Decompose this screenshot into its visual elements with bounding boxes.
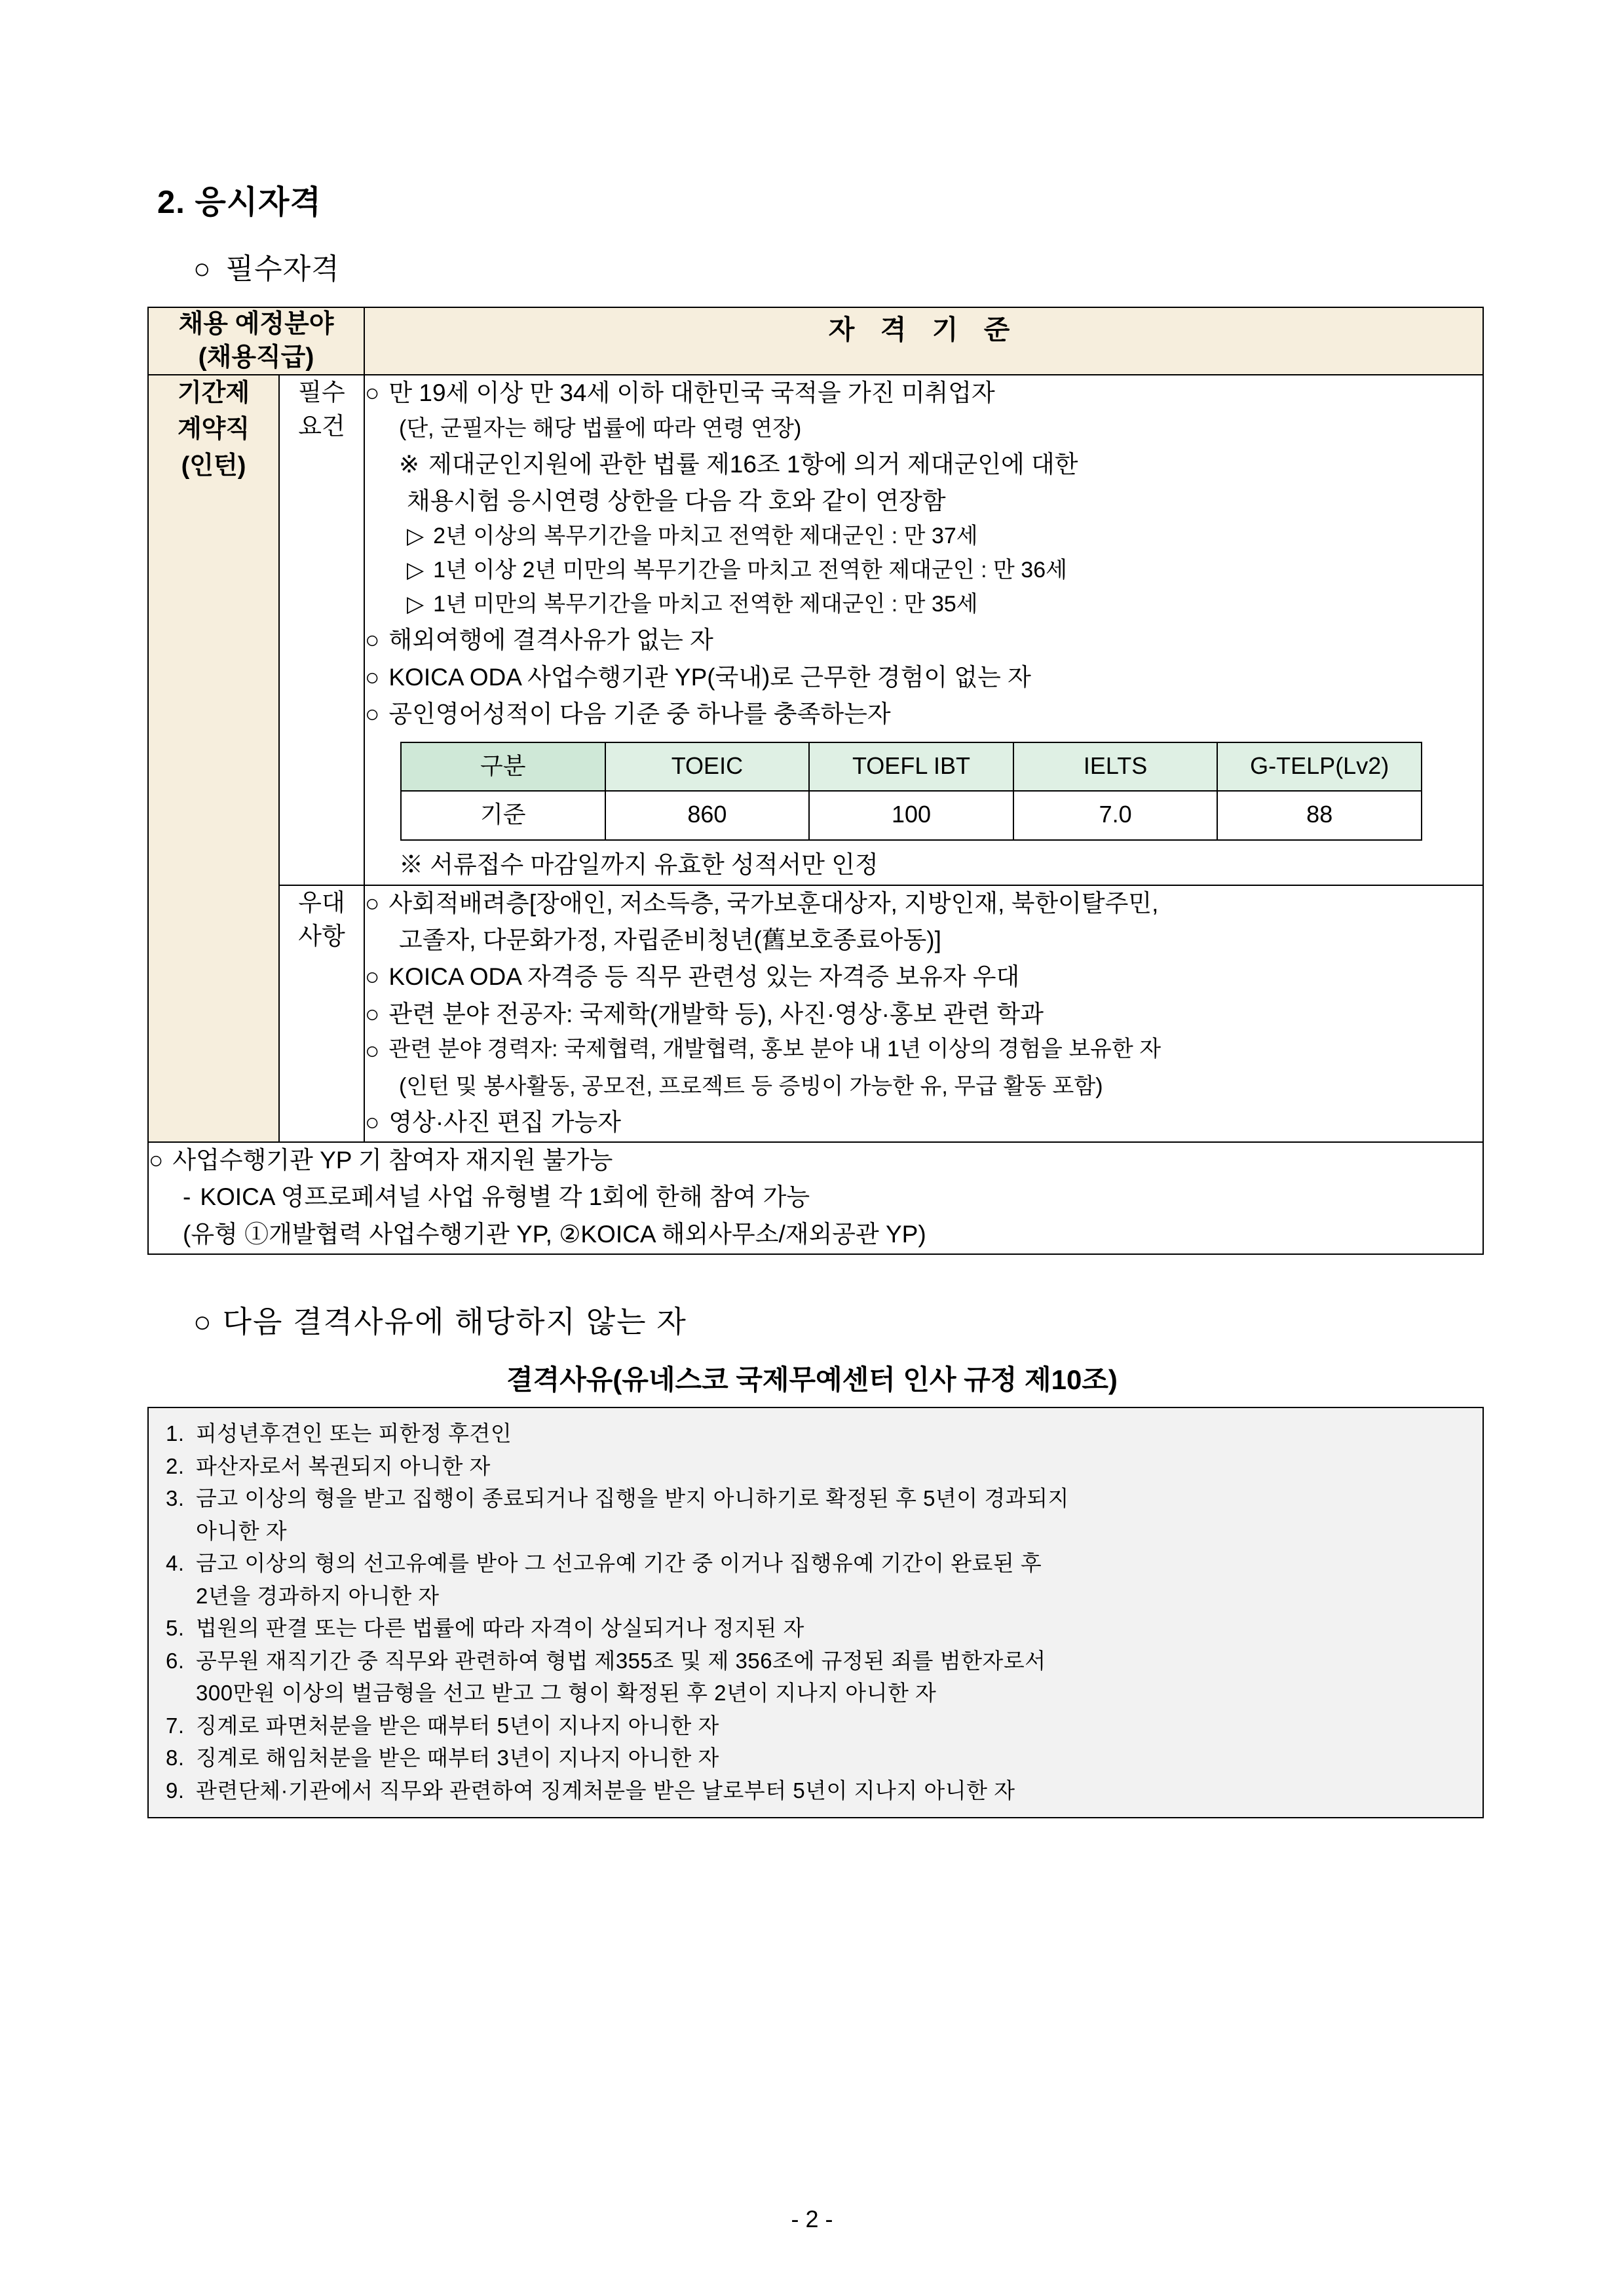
bullet-disqualification xyxy=(193,1298,1483,1341)
header-criteria: 자 격 기 준 xyxy=(364,307,1483,375)
list-item xyxy=(399,447,1482,482)
english-header-toefl: TOEFL IBT xyxy=(809,742,1013,792)
list-item xyxy=(166,1417,1468,1450)
bullet-disqualification-label: 다음 결격사유에 해당하지 않는 자 xyxy=(222,1305,687,1339)
list-item xyxy=(166,1645,1468,1677)
list-number: 3. xyxy=(166,1486,185,1511)
list-text: 공무원 재직기간 중 직무와 관련하여 형법 제355조 및 제 356조에 규정된 죄를 범한자로서 xyxy=(196,1648,1046,1673)
list-item xyxy=(183,1179,1482,1215)
header-recruit-field xyxy=(148,307,364,375)
list-item xyxy=(365,1033,1482,1069)
english-value-toefl: 100 xyxy=(809,791,1013,840)
cell-category-contract-intern xyxy=(148,375,279,1142)
list-item xyxy=(365,997,1482,1032)
list-item xyxy=(399,923,1482,958)
list-text: 사업수행기관 YP 기 참여자 재지원 불가능 xyxy=(172,1146,613,1174)
list-text: 고졸자, 다문화가정, 자립준비청년(舊보호종료아동)] xyxy=(399,927,941,954)
list-text: 관련 분야 경력자: 국제협력, 개발협력, 홍보 분야 내 1년 이상의 경험을 보유한 자 xyxy=(388,1037,1161,1062)
list-item xyxy=(365,886,1482,921)
list-text: 사회적배려층[장애인, 저소득층, 국가보훈대상자, 지방인재, 북한이탈주민, xyxy=(388,889,1159,917)
list-item xyxy=(365,622,1482,658)
list-item xyxy=(166,1612,1468,1645)
list-item xyxy=(407,588,1482,621)
english-score-note xyxy=(399,847,1482,883)
list-item xyxy=(399,1071,1482,1103)
list-text-continuation: 300만원 이상의 벌금형을 선고 받고 그 형이 확정된 후 2년이 지나지 아니한 자 xyxy=(196,1681,937,1706)
cell-footer-note xyxy=(148,1142,1483,1254)
disqualification-box xyxy=(147,1407,1484,1818)
list-text: KOICA 영프로페셔널 사업 유형별 각 1회에 한해 참여 가능 xyxy=(200,1183,810,1211)
list-item xyxy=(407,554,1482,587)
list-text: (단, 군필자는 해당 법률에 따라 연령 연장) xyxy=(399,415,802,441)
english-value-ielts: 7.0 xyxy=(1013,791,1218,840)
table-header-row xyxy=(148,307,1483,375)
table-row-preferred xyxy=(148,885,1483,1142)
header-recruit-field-line1: 채용 예정분야 xyxy=(178,310,334,338)
cell-required-content xyxy=(364,375,1483,885)
list-marker: ○ xyxy=(149,1146,164,1174)
category-line-3: (인턴) xyxy=(181,451,246,480)
list-text-continuation: 2년을 경과하지 아니한 자 xyxy=(196,1583,440,1608)
section-title: 2. 응시자격 xyxy=(157,185,322,220)
list-item xyxy=(365,959,1482,995)
page-number: - 2 - xyxy=(791,2206,833,2232)
cell-subcategory-required xyxy=(279,375,364,885)
english-header-division: 구분 xyxy=(401,742,605,792)
list-number: 8. xyxy=(166,1746,185,1770)
list-text: 징계로 해임처분을 받은 때부터 3년이 지나지 아니한 자 xyxy=(196,1746,719,1770)
cell-preferred-content xyxy=(364,885,1483,1142)
list-marker: ▷ xyxy=(407,524,425,549)
list-item xyxy=(166,1547,1468,1580)
list-number: 1. xyxy=(166,1421,185,1446)
list-item xyxy=(166,1742,1468,1774)
list-number: 9. xyxy=(166,1778,185,1803)
list-number: 2. xyxy=(166,1453,185,1478)
list-marker: ○ xyxy=(365,1000,380,1027)
list-marker: ○ xyxy=(365,379,380,407)
bullet-marker-icon: ○ xyxy=(193,253,212,285)
english-header-toeic: TOEIC xyxy=(605,742,810,792)
list-item xyxy=(166,1710,1468,1742)
list-text: 금고 이상의 형의 선고유예를 받아 그 선고유예 기간 중 이거나 집행유예 기간이 완료된 후 xyxy=(196,1551,1042,1576)
list-text: 해외여행에 결격사유가 없는 자 xyxy=(388,626,713,654)
category-line-2: 계약직 xyxy=(177,415,250,444)
list-item xyxy=(365,660,1482,695)
english-score-table xyxy=(400,742,1422,841)
list-text: 징계로 파면처분을 받은 때부터 5년이 지나지 아니한 자 xyxy=(196,1713,719,1738)
table-row-required xyxy=(148,375,1483,885)
subcategory-preferred-line1: 우대 xyxy=(298,889,345,916)
english-header-gtelp: G-TELP(Lv2) xyxy=(1217,742,1422,792)
list-item xyxy=(407,520,1482,553)
list-item xyxy=(365,697,1482,732)
category-line-1: 기간제 xyxy=(177,379,250,408)
english-score-note-text: ※ 서류접수 마감일까지 유효한 성적서만 인정 xyxy=(399,851,878,879)
list-marker: ○ xyxy=(365,663,380,691)
cell-subcategory-preferred xyxy=(279,885,364,1142)
list-marker: ○ xyxy=(365,626,380,654)
list-text: KOICA ODA 사업수행기관 YP(국내)로 근무한 경험이 없는 자 xyxy=(388,663,1031,691)
english-value-row xyxy=(401,791,1422,840)
list-text: 제대군인지원에 관한 법률 제16조 1항에 의거 제대군인에 대한 xyxy=(428,450,1078,478)
list-text: 금고 이상의 형을 받고 집행이 종료되거나 집행을 받지 아니하기로 확정된 후 5년이 경과되지 xyxy=(196,1486,1069,1511)
english-value-toeic: 860 xyxy=(605,791,810,840)
list-text: 파산자로서 복권되지 아니한 자 xyxy=(196,1453,491,1478)
list-marker: - xyxy=(183,1183,191,1211)
list-item xyxy=(399,413,1482,446)
subcategory-required-line2: 요건 xyxy=(298,413,345,440)
list-marker: ○ xyxy=(365,963,380,991)
list-text: 채용시험 응시연령 상한을 다음 각 호와 같이 연장함 xyxy=(407,488,946,515)
list-item xyxy=(365,375,1482,411)
list-text: 공인영어성적이 다음 기준 중 하나를 충족하는자 xyxy=(388,700,891,728)
header-recruit-field-line2: (채용직급) xyxy=(198,343,314,372)
subcategory-preferred-line2: 사항 xyxy=(298,923,345,950)
list-text: 관련 분야 전공자: 국제학(개발학 등), 사진·영상·홍보 관련 학과 xyxy=(388,1000,1044,1027)
list-number: 5. xyxy=(166,1616,185,1641)
list-number: 7. xyxy=(166,1713,185,1738)
list-item xyxy=(166,1450,1468,1483)
qualification-table xyxy=(147,307,1484,1255)
list-item xyxy=(166,1774,1468,1807)
english-header-ielts: IELTS xyxy=(1013,742,1218,792)
list-text: 2년 이상의 복무기간을 마치고 전역한 제대군인 : 만 37세 xyxy=(433,524,978,549)
list-text: 영상·사진 편집 가능자 xyxy=(388,1108,621,1136)
list-text: 1년 미만의 복무기간을 마치고 전역한 제대군인 : 만 35세 xyxy=(433,592,978,617)
english-row-label: 기준 xyxy=(401,791,605,840)
list-text: (유형 ①개발협력 사업수행기관 YP, ②KOICA 해외사무소/재외공관 YP) xyxy=(183,1220,926,1248)
list-number: 6. xyxy=(166,1648,185,1673)
list-text: (인턴 및 봉사활동, 공모전, 프로젝트 등 증빙이 가능한 유, 무급 활동 포함) xyxy=(399,1073,1103,1099)
list-text: 관련단체·기관에서 직무와 관련하여 징계처분을 받은 날로부터 5년이 지나지 아니한 자 xyxy=(196,1778,1015,1803)
list-text: 법원의 판결 또는 다른 법률에 따라 자격이 상실되거나 정지된 자 xyxy=(196,1616,804,1641)
list-marker: ○ xyxy=(365,700,380,728)
list-marker: ○ xyxy=(365,1108,380,1136)
disqualification-title: 결격사유(유네스코 국제무예센터 인사 규정 제10조) xyxy=(506,1364,1118,1396)
bullet-required-label: 필수자격 xyxy=(225,253,340,285)
list-number: 4. xyxy=(166,1551,185,1576)
list-marker: ○ xyxy=(365,889,380,917)
list-text: 피성년후견인 또는 피한정 후견인 xyxy=(196,1421,512,1446)
english-header-row xyxy=(401,742,1422,792)
list-marker: ○ xyxy=(365,1037,380,1065)
list-text: 1년 이상 2년 미만의 복무기간을 마치고 전역한 제대군인 : 만 36세 xyxy=(433,558,1067,583)
list-marker: ▷ xyxy=(407,592,425,617)
table-row-footer-note xyxy=(148,1142,1483,1254)
list-marker: ※ xyxy=(399,450,420,478)
list-marker: ▷ xyxy=(407,558,425,583)
list-text-continuation: 아니한 자 xyxy=(196,1518,288,1543)
english-value-gtelp: 88 xyxy=(1217,791,1422,840)
list-item xyxy=(149,1143,1482,1178)
bullet-required-qualification xyxy=(193,245,1483,287)
list-text: 만 19세 이상 만 34세 이하 대한민국 국적을 가진 미취업자 xyxy=(388,379,995,407)
subcategory-required-line1: 필수 xyxy=(298,379,345,406)
bullet-marker-icon: ○ xyxy=(193,1305,213,1339)
list-item xyxy=(183,1217,1482,1252)
list-item xyxy=(166,1482,1468,1515)
list-item xyxy=(407,484,1482,519)
list-item xyxy=(365,1105,1482,1140)
list-text: KOICA ODA 자격증 등 직무 관련성 있는 자격증 보유자 우대 xyxy=(388,963,1020,991)
